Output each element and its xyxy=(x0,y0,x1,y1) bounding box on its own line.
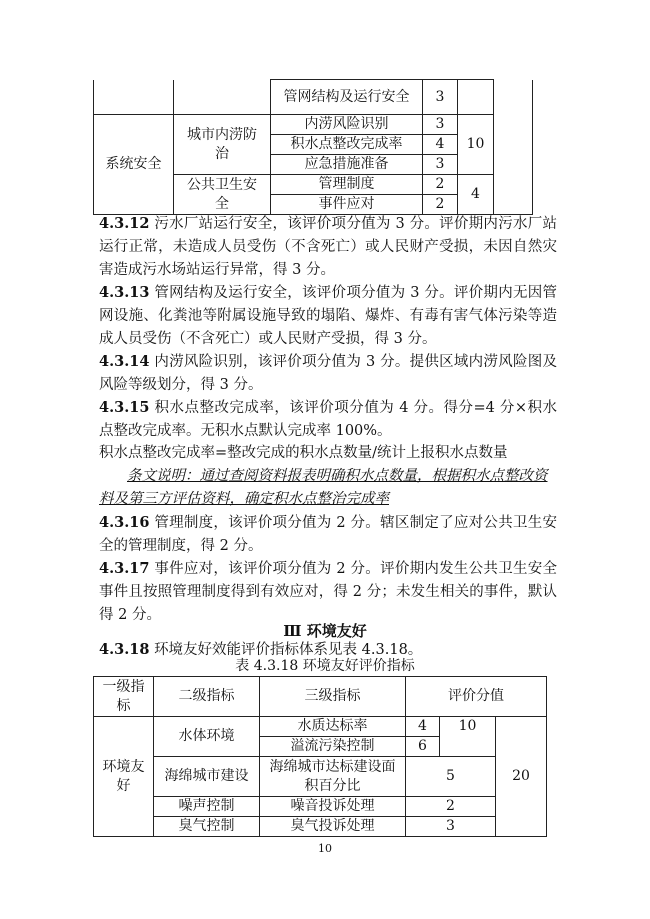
subtotal-cell: 4 xyxy=(458,175,494,215)
table-cell: 水质达标率 xyxy=(260,717,406,737)
level2-cell: 臭气控制 xyxy=(154,817,260,837)
table-cell: 管网结构及运行安全 xyxy=(271,80,423,115)
clause-4-3-14: 4.3.14 内涝风险识别，该评价项分值为 3 分。提供区域内涝风险图及风险等级划分，得 3 分。 xyxy=(99,353,558,393)
level2-cell: 水体环境 xyxy=(154,717,260,757)
table-cell: 3 xyxy=(423,115,458,135)
clause-4-3-17: 4.3.17 事件应对，该评价项分值为 2 分。评价期内发生公共卫生安全事件且按照管理制度得到有效应对，得 2 分；未发生相关的事件，默认得 2 分。 xyxy=(99,560,558,623)
formula-line: 积水点整改完成率=整改完成的积水点数量/统计上报积水点数量 xyxy=(99,445,508,461)
table-cell: 积水点整改完成率 xyxy=(271,135,423,155)
table-cell: 2 xyxy=(423,175,458,195)
table-cell: 4 xyxy=(406,717,440,737)
subtotal-cell: 10 xyxy=(458,115,494,175)
table-cell: 事件应对 xyxy=(271,195,423,215)
table-cell: 应急措施准备 xyxy=(271,155,423,175)
table-cell xyxy=(494,80,533,215)
table-cell: 6 xyxy=(406,737,440,757)
header-cell: 评价分值 xyxy=(406,677,547,717)
table-cell: 2 xyxy=(406,797,496,817)
table-cell: 5 xyxy=(406,757,496,797)
table-cell: 4 xyxy=(423,135,458,155)
level2-cell: 噪声控制 xyxy=(154,797,260,817)
clause-4-3-15: 4.3.15 积水点整改完成率，该评价项分值为 4 分。得分=4 分×积水点整改完成率。无积水点默认完成率 100%。 xyxy=(99,399,558,439)
table-cell: 管理制度 xyxy=(271,175,423,195)
header-cell: 一级指标 xyxy=(94,677,154,717)
level2-cell: 海绵城市建设 xyxy=(154,757,260,797)
table-cell: 内涝风险识别 xyxy=(271,115,423,135)
table-cell: 海绵城市达标建设面积百分比 xyxy=(260,757,406,797)
level1-cell: 系统安全 xyxy=(94,115,174,215)
level2-cell: 公共卫生安全 xyxy=(174,175,271,215)
table-cell: 噪音投诉处理 xyxy=(260,797,406,817)
table-caption: 表 4.3.18 环境友好评价指标 xyxy=(235,658,415,674)
header-cell: 二级指标 xyxy=(154,677,260,717)
clause-4-3-16: 4.3.16 管理制度，该评价项分值为 2 分。辖区制定了应对公共卫生安全的管理制度，得 2 分。 xyxy=(99,514,558,554)
clause-4-3-13: 4.3.13 管网结构及运行安全，该评价项分值为 3 分。评价期内无因管网设施、化粪池等附属设施导致的塌陷、爆炸、有毒有害气体污染等造成人员受伤（不含死亡）或人民财产受损，得 3 分。 xyxy=(99,284,558,347)
table-cell xyxy=(174,80,271,115)
section-heading: Ⅲ 环境友好 xyxy=(283,622,367,640)
level1-cell: 环境友好 xyxy=(94,717,154,837)
subtotal-cell: 10 xyxy=(440,717,496,757)
table-cell: 2 xyxy=(423,195,458,215)
table-cell: 臭气投诉处理 xyxy=(260,817,406,837)
clause-explanation: 条文说明：通过查阅资料报表明确积水点数量，根据积水点整改资料及第三方评估资料，确定积水点整治完成率 xyxy=(99,468,548,507)
table-cell: 3 xyxy=(406,817,496,837)
table-cell: 3 xyxy=(423,80,458,115)
clause-4-3-12: 4.3.12 污水厂站运行安全，该评价项分值为 3 分。评价期内污水厂站运行正常，未造成人员受伤（不含死亡）或人民财产受损，未因自然灾害造成污水场站运行异常，得 3 分。 xyxy=(99,215,558,278)
page-number: 10 xyxy=(318,842,332,855)
environment-table xyxy=(93,676,547,837)
total-cell: 20 xyxy=(496,717,547,837)
level2-cell: 城市内涝防治 xyxy=(174,115,271,175)
header-cell: 三级指标 xyxy=(260,677,406,717)
clause-4-3-18: 4.3.18 环境友好效能评价指标体系见表 4.3.18。 xyxy=(99,641,423,658)
table-cell: 3 xyxy=(423,155,458,175)
table-cell xyxy=(458,80,494,115)
table-cell: 溢流污染控制 xyxy=(260,737,406,757)
safety-table xyxy=(93,79,533,215)
table-cell xyxy=(94,80,174,115)
